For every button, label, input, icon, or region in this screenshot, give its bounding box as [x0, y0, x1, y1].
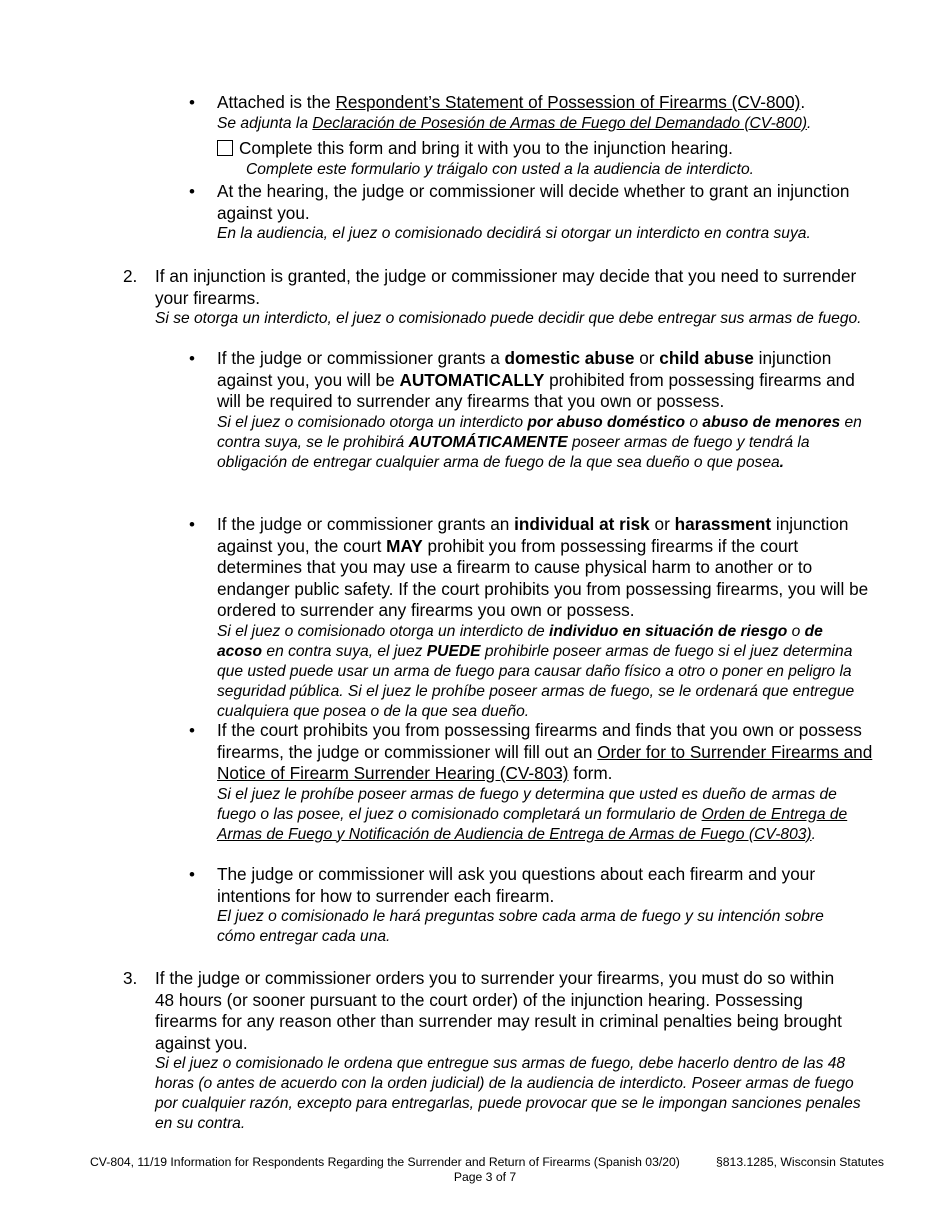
bullet-marker: • — [189, 721, 195, 740]
bullet-marker: • — [189, 93, 195, 112]
numbered-item-2 — [155, 266, 865, 329]
english-text: If an injunction is granted, the judge or commissioner may decide that you need to surrender your firearms. — [155, 266, 857, 308]
bullet-marker: • — [189, 865, 195, 884]
spanish-text: Complete este formulario y tráigalo con usted a la audiencia de interdicto. — [246, 160, 754, 178]
spanish-text: Si el juez o comisionado otorga un interdicto por abuso doméstico o abuso de menores en contra suya, se le prohibirá AUTOMÁTICAMENTE poseer armas de fuego y tendrá la obligación de entregar cualquier arma de fuego de la que sea dueño o que posea. — [217, 413, 862, 471]
item-number: 2. — [123, 266, 138, 286]
english-text: At the hearing, the judge or commissioner will decide whether to grant an injunction against you. — [217, 181, 850, 223]
english-text: Complete this form and bring it with you to the injunction hearing. — [217, 138, 887, 160]
english-text: If the judge or commissioner orders you to surrender your firearms, you must do so within 48 hours (or sooner pursuant to the court order) of the injunction hearing. Possessing firearms for any reason other than surrender may result in criminal penalties being brought against you. — [155, 968, 842, 1053]
spanish-text: Si se otorga un interdicto, el juez o comisionado puede decidir que debe entregar sus armas de fuego. — [155, 310, 862, 327]
footer-statute: §813.1285, Wisconsin Statutes — [716, 1155, 885, 1169]
bullet-questions-about-firearms — [217, 864, 877, 947]
page-number: Page 3 of 7 — [453, 1170, 517, 1184]
bullet-marker: • — [189, 349, 195, 368]
english-text: If the judge or commissioner grants a domestic abuse or child abuse injunction against you, you will be AUTOMATICALLY prohibited from possessing firearms and will be required to surrender any firearms that you own or possess. — [217, 348, 855, 411]
bullet-domestic-child-abuse — [217, 348, 872, 473]
item-number: 3. — [123, 968, 138, 988]
spanish-text: Si el juez o comisionado otorga un interdicto de individuo en situación de riesgo o de acoso en contra suya, el juez PUEDE prohibirle poseer armas de fuego si el juez determina que usted puede usar un arma de fuego para causar daño físico a otro o poner en peligro la seguridad pública. Si el juez le prohíbe poseer armas de fuego, se le ordenará que entregue cualquiera que posea o de la que sea dueño. — [217, 622, 855, 720]
spanish-text: El juez o comisionado le hará preguntas sobre cada arma de fuego y su intención sobre cómo entregar cada una. — [217, 908, 824, 945]
cv803-form-link[interactable]: Order for to Surrender Firearms and Notice of Firearm Surrender Hearing (CV-803) — [217, 741, 873, 783]
english-text: The judge or commissioner will ask you questions about each firearm and your intentions for how to surrender each firearm. — [217, 864, 816, 906]
complete-form-checkbox[interactable] — [217, 140, 233, 156]
bullet-marker: • — [189, 515, 195, 534]
bullet-hearing-decision — [217, 181, 877, 244]
cv800-form-link[interactable]: Respondent’s Statement of Possession of Firearms (CV-800) — [335, 92, 801, 112]
bullet-attached-form — [217, 92, 887, 134]
spanish-text: Si el juez le prohíbe poseer armas de fuego y determina que usted es dueño de armas de fuego o las posee, el juez o comisionado completará un formulario de Orden de Entrega de Armas de Fuego y Notificación de Audiencia de Entrega de Armas de Fuego (CV-803). — [217, 785, 848, 843]
bullet-order-to-surrender — [217, 720, 877, 845]
english-text: If the court prohibits you from possessing firearms and finds that you own or possess firearms, the judge or commissioner will fill out an Order for to Surrender Firearms and Notice of Firearm Surrender Hearing (CV-803) form. — [217, 720, 873, 783]
bullet-marker: • — [189, 182, 195, 201]
footer-form-info: CV-804, 11/19 Information for Respondents Regarding the Surrender and Return of Firearms (Spanish 03/20) — [90, 1155, 680, 1169]
spanish-text: Si el juez o comisionado le ordena que entregue sus armas de fuego, debe hacerlo dentro de las 48 horas (o antes de acuerdo con la orden judicial) de la audiencia de interdicto. Poseer armas de fuego por cualquier razón, excepto para entregarlas, puede provocar que se le impongan sanciones penales en su contra. — [155, 1055, 861, 1132]
bullet-individual-at-risk-harassment — [217, 514, 872, 722]
english-text: If the judge or commissioner grants an individual at risk or harassment injunction against you, the court MAY prohibit you from possessing firearms if the court determines that you may use a firearm to cause physical harm to another or to endanger public safety. If the court prohibits you from possessing firearms, you will be ordered to surrender any firearms you own or possess. — [217, 514, 869, 620]
spanish-text: Se adjunta la Declaración de Posesión de Armas de Fuego del Demandado (CV-800). — [217, 114, 812, 132]
spanish-text: En la audiencia, el juez o comisionado decidirá si otorgar un interdicto en contra suya. — [217, 225, 811, 242]
numbered-item-3 — [155, 968, 875, 1134]
english-text: Attached is the Respondent’s Statement of Possession of Firearms (CV-800). — [217, 92, 806, 112]
cv800-form-link-spanish[interactable]: Declaración de Posesión de Armas de Fuego del Demandado (CV-800) — [312, 114, 808, 132]
complete-form-checkbox-row — [217, 138, 887, 180]
cv803-form-link-spanish[interactable]: Orden de Entrega de Armas de Fuego y Notificación de Audiencia de Entrega de Armas de Fuego (CV-803) — [217, 805, 848, 843]
